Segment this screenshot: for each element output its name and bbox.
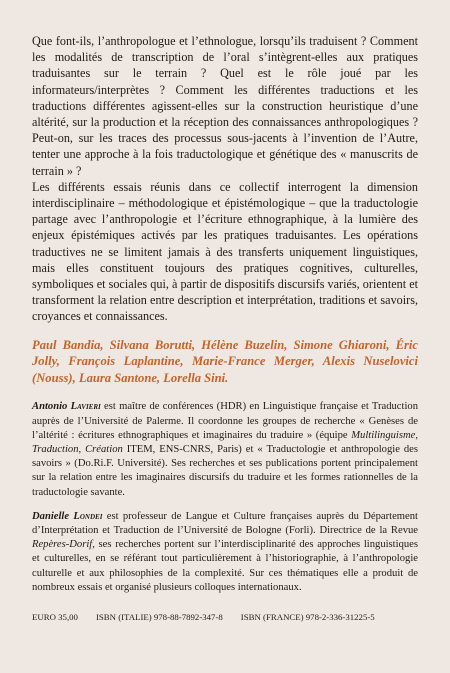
editor-bio-lavieri: Antonio Lavieri est maître de conférences (HDR) en Linguistique française et Traduction auprès de l’Université de Palerme. Il coordonne les groupes de recherche « Genèses de l’altérité : écritures ethnographiques et imaginaires du traduire » (équipe Multilinguisme, Traduction, Création ITEM, ENS-CNRS, Paris) et « Traductologie et anthropologie des savoirs » (Do.Ri.F. Université). Ses recherches et ses publications portent principalement sur la relation entre les imaginaires discursifs du traduire et les formes rationnelles de la traductologie savante. xyxy=(32,401,419,498)
price-isbn-line xyxy=(32,612,418,622)
price: EURO 35,00 xyxy=(32,612,78,622)
editor-bio-londei: Danielle Londei est professeur de Langue et Culture françaises auprès du Département d’Interprétation et Traduction de l’Université de Bologne (Forlì). Directrice de la Revue Repères-Dorif, ses recherches portent sur l’interdisciplinarité des approches linguistiques et culturelles, en se référant tout particulièrement à l’historiographie, à l’anthropologie culturelle et aux philosophies de la complexité. Sur ces thématiques elle a produit de nombreux essais et organisé plusieurs colloques internationaux. xyxy=(32,510,418,593)
intro-paragraph-1: Que font-ils, l’anthropologue et l’ethnologue, lorsqu’ils traduisent ? Comment les modalités de transcription de l’oral s’intègrent-elles aux pratiques traduisantes sur le terrain ? Quel est le rôle joué par les informateurs/interprètes ? Comment les différentes traductions et les traductions différentes agissent-elles sur la construction heuristique d’une altérité, sur la production et la réception des connaissances anthropologiques ? Peut-on, sur les traces des processus sous-jacents à l’invention de l’Autre, tenter une approche à la fois traductologique et génétique des « manuscrits de terrain » ? xyxy=(32,34,418,178)
editor-name: Danielle Londei xyxy=(32,510,103,522)
isbn-italy: ISBN (ITALIE) 978-88-7892-347-8 xyxy=(95,612,223,622)
isbn-france: ISBN (FRANCE) 978-2-336-31225-5 xyxy=(240,612,375,622)
contributors-list: Paul Bandia, Silvana Borutti, Hélène Buzelin, Simone Ghiaroni, Éric Jolly, François Laplantine, Marie-France Merger, Alexis Nuselovici (Nouss), Laura Santone, Lorella Sini. xyxy=(32,337,418,385)
intro-paragraph-2: Les différents essais réunis dans ce collectif interrogent la dimension interdisciplinaire – méthodologique et épistémologique – que la traductologie partage avec l’anthropologie et l’écriture ethnographique, à la lumière des enjeux épistémiques activés par les pratiques traduisantes. Les opérations traductives ne se limitent jamais à des transferts uniquement linguistiques, mais elles constituent toujours des pratiques cognitives, culturelles, symboliques et sociales qui, à partir de dispositifs discursifs variés, orientent et transforment la relation entre description et interprétation, traditions et savoirs, croyances et connaissances. xyxy=(32,179,418,324)
editor-name: Antonio Lavieri xyxy=(32,401,101,413)
